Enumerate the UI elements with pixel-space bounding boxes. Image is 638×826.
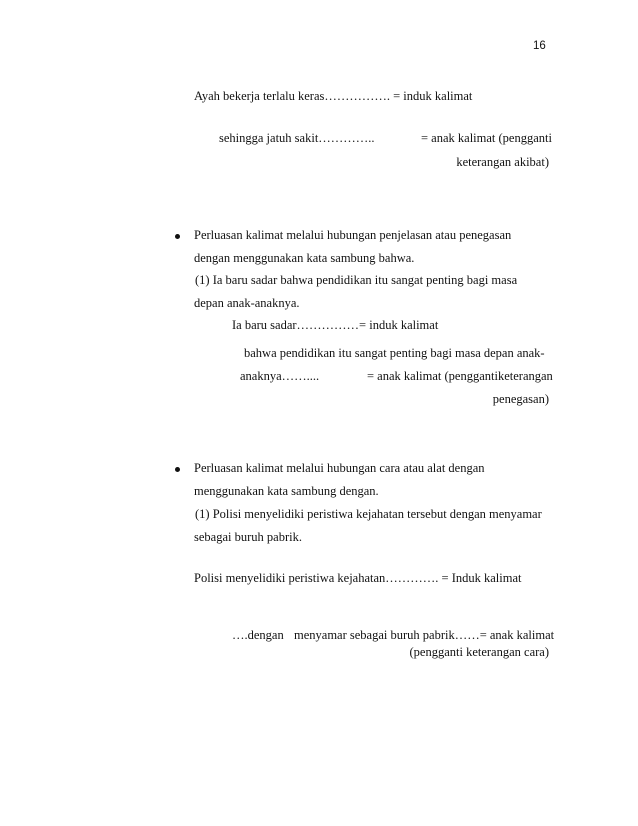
- anak-kalimat-penegasan-line2: anaknya……....: [240, 369, 320, 383]
- section-penegasan-line1: Perluasan kalimat melalui hubungan penjelasan atau penegasan: [194, 228, 512, 242]
- bullet-icon: [175, 467, 180, 472]
- anak-kalimat-akibat-label: = anak kalimat (pengganti: [421, 131, 552, 145]
- bullet-icon: [175, 234, 180, 239]
- section-penegasan-line2: dengan menggunakan kata sambung bahwa.: [194, 251, 415, 265]
- cara-example-line2: sebagai buruh pabrik.: [194, 530, 302, 544]
- anak-kalimat-penegasan-line1: bahwa pendidikan itu sangat penting bagi masa depan anak-: [244, 346, 545, 360]
- anak-kalimat-penegasan-line3: penegasan): [492, 392, 549, 406]
- section-cara-line2: menggunakan kata sambung dengan.: [194, 484, 379, 498]
- anak-kalimat-cara: ….dengan: [232, 628, 284, 642]
- anak-kalimat-akibat-cont: keterangan akibat): [456, 155, 549, 169]
- induk-kalimat-akibat: Ayah bekerja terlalu keras……………. = induk kalimat: [194, 89, 473, 103]
- induk-kalimat-cara: Polisi menyelidiki peristiwa kejahatan…………. = Induk kalimat: [194, 571, 522, 585]
- cara-example-line1: (1) Polisi menyelidiki peristiwa kejahatan tersebut dengan menyamar: [195, 507, 542, 521]
- induk-kalimat-penegasan: Ia baru sadar……………= induk kalimat: [232, 318, 439, 332]
- anak-kalimat-akibat: sehingga jatuh sakit…………..: [219, 131, 375, 145]
- anak-kalimat-cara-cont: (pengganti keterangan cara): [409, 645, 549, 659]
- anak-kalimat-penegasan-label: = anak kalimat (penggantiketerangan: [367, 369, 553, 383]
- anak-kalimat-cara-label: menyamar sebagai buruh pabrik……= anak kalimat: [294, 628, 555, 642]
- page-number: 16: [533, 40, 546, 52]
- penegasan-example-line1: (1) Ia baru sadar bahwa pendidikan itu sangat penting bagi masa: [195, 273, 518, 287]
- penegasan-example-line2: depan anak-anaknya.: [194, 296, 300, 310]
- section-cara-line1: Perluasan kalimat melalui hubungan cara atau alat dengan: [194, 461, 485, 475]
